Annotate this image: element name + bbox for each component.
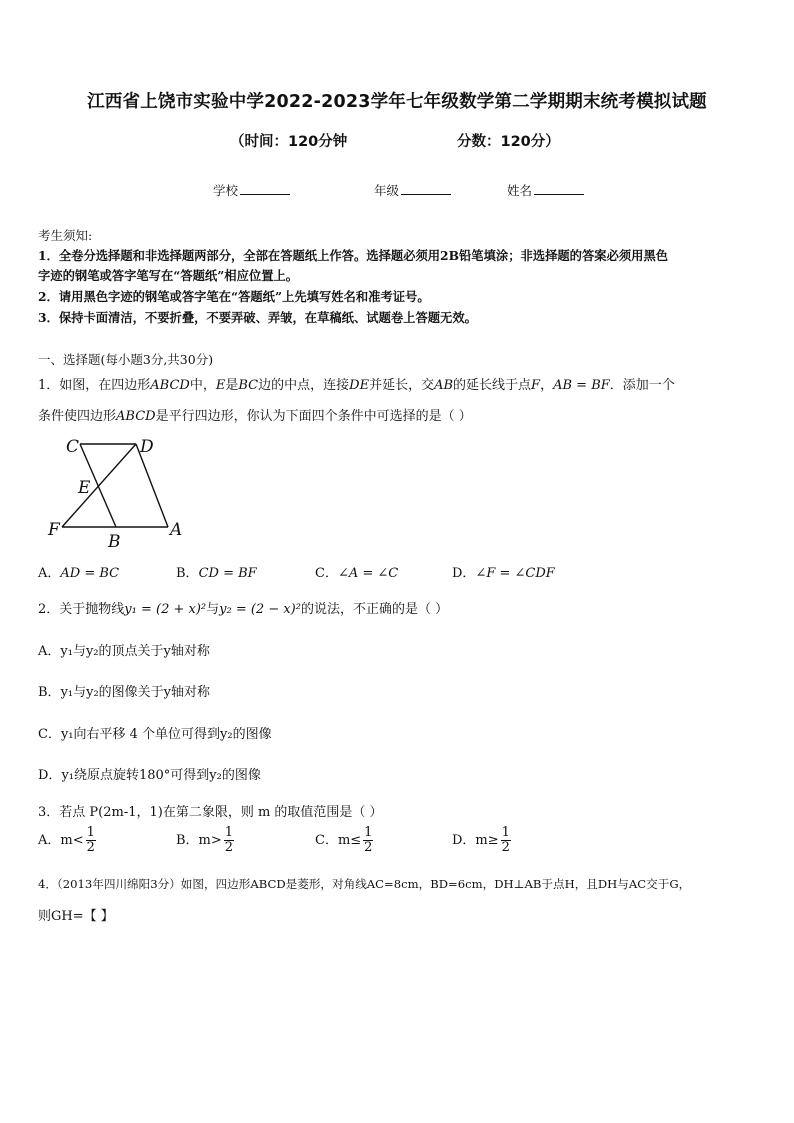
q1-text: 边的中点，连接 — [258, 378, 350, 393]
q3-option-d[interactable] — [452, 826, 511, 855]
q2-option-d[interactable] — [38, 764, 261, 783]
q1-option-a[interactable] — [38, 562, 119, 581]
label-b: B — [108, 532, 121, 552]
page-title: 江西省上饶市实验中学2022-2023学年七年级数学第二学期期末统考模拟试题 — [87, 92, 707, 112]
fraction — [224, 826, 234, 855]
section-heading: 一、选择题(每小题3分,共30分) — [38, 352, 214, 367]
grade-label: 年级 — [374, 183, 400, 198]
label-e: E — [78, 478, 91, 498]
option-tag: B． — [176, 566, 199, 581]
q1-text: 的延长线于点 — [453, 378, 532, 393]
q1-line1 — [38, 374, 675, 393]
q3-option-b[interactable] — [176, 826, 234, 855]
option-tag: B． — [38, 685, 61, 700]
q1-option-d[interactable] — [452, 562, 555, 581]
grade-blank — [401, 182, 451, 195]
option-text: y₁与y₂的图像关于y轴对称 — [60, 685, 211, 700]
q2-text: 与 — [206, 602, 220, 617]
q1-option-b[interactable] — [176, 562, 257, 581]
option-text: C．m≤ — [315, 833, 362, 848]
label-a: A — [170, 520, 183, 540]
label-d: D — [140, 437, 154, 457]
q1-figure — [44, 434, 194, 554]
q1-line2 — [38, 405, 472, 424]
option-text: y₁与y₂的顶点关于y轴对称 — [60, 644, 210, 659]
q4-line2: 则GH=【 】 — [38, 909, 114, 924]
fraction-den: 2 — [224, 840, 234, 855]
name-blank — [534, 182, 584, 195]
q1-text: 1．如图，在四边形 — [38, 378, 151, 393]
q4-line1: 4．（2013年四川绵阳3分）如图，四边形ABCD是菱形，对角线AC=8cm，BD=6cm，DH⊥AB于点H，且DH与AC交于G， — [38, 877, 691, 891]
q3-option-a[interactable] — [38, 826, 96, 855]
q1-math: AB — [434, 378, 454, 393]
q1-math: ABCD — [116, 409, 156, 424]
notice-heading: 考生须知: — [38, 228, 93, 243]
school-label: 学校 — [213, 183, 239, 198]
option-text: CD = BF — [198, 566, 257, 581]
option-tag: C． — [38, 727, 61, 742]
q2-math: y₂ = (2 − x)² — [219, 602, 301, 617]
label-f: F — [48, 520, 60, 540]
q1-text: ．添加一个 — [609, 378, 675, 393]
fraction-den: 2 — [501, 840, 510, 855]
fraction — [363, 826, 373, 855]
q1-text: 条件使四边形 — [38, 409, 117, 424]
exam-score: 分数：120分） — [457, 134, 560, 150]
exam-time: （时间：120分钟 — [230, 134, 348, 150]
option-tag: D． — [452, 566, 476, 581]
q1-text: 并延长，交 — [369, 378, 435, 393]
fraction-num: 1 — [86, 825, 95, 840]
q2-stem — [38, 598, 448, 617]
q1-math: E — [215, 378, 226, 393]
notice-line: 2．请用黑色字迹的钢笔或答字笔在“答题纸”上先填写姓名和准考证号。 — [38, 289, 430, 304]
option-text: ∠A = ∠C — [337, 566, 399, 581]
q1-option-c[interactable] — [315, 562, 398, 581]
option-text: AD = BC — [60, 566, 120, 581]
q2-math: y₁ = (2 + x)² — [124, 602, 207, 617]
option-text: A．m< — [38, 833, 84, 848]
q2-text: 2．关于抛物线 — [38, 602, 125, 617]
option-tag: A． — [38, 566, 61, 581]
q1-math: F — [531, 378, 541, 393]
option-text: y₁向右平移 4 个单位可得到y₂的图像 — [60, 727, 272, 742]
q2-option-c[interactable] — [38, 723, 272, 742]
option-tag: A． — [38, 644, 61, 659]
q1-math: AB = BF — [553, 378, 610, 393]
notice-line: 1．全卷分选择题和非选择题两部分，全部在答题纸上作答。选择题必须用2B铅笔填涂；非选择题的答案必须用黑色 — [38, 248, 669, 263]
option-text: D．m≥ — [452, 833, 499, 848]
q1-text: 是 — [225, 378, 239, 393]
fraction-num: 1 — [224, 825, 234, 840]
q2-option-a[interactable] — [38, 640, 210, 659]
fraction-den: 2 — [86, 840, 95, 855]
fraction-den: 2 — [364, 840, 373, 855]
q2-text: 的说法，不正确的是（ ） — [300, 602, 449, 617]
q1-text: ， — [540, 378, 554, 393]
q1-math: DE — [349, 378, 370, 393]
option-tag: C． — [315, 566, 338, 581]
name-field — [507, 181, 584, 199]
school-field — [213, 181, 290, 199]
label-c: C — [66, 437, 80, 457]
fraction-num: 1 — [501, 825, 510, 840]
q1-math: ABCD — [150, 378, 190, 393]
q1-math: BC — [238, 378, 259, 393]
name-label: 姓名 — [507, 183, 533, 198]
fraction — [86, 826, 96, 855]
notice-line: 3．保持卡面清洁，不要折叠，不要弄破、弄皱，在草稿纸、试题卷上答题无效。 — [38, 310, 477, 325]
fraction-num: 1 — [364, 825, 373, 840]
q2-option-b[interactable] — [38, 681, 210, 700]
q3-option-c[interactable] — [315, 826, 373, 855]
grade-field — [374, 181, 451, 199]
option-tag: D． — [38, 768, 62, 783]
school-blank — [240, 182, 290, 195]
q1-text: 中， — [189, 378, 216, 393]
notice-line: 字迹的钢笔或答字笔写在“答题纸”相应位置上。 — [38, 268, 299, 283]
option-text: y₁绕原点旋转180°可得到y₂的图像 — [61, 768, 261, 783]
option-text: B．m> — [176, 833, 222, 848]
fraction — [501, 826, 511, 855]
q1-text: 是平行四边形，你认为下面四个条件中可选择的是（ ） — [155, 409, 472, 424]
option-text: ∠F = ∠CDF — [475, 566, 555, 581]
q3-stem: 3．若点 P(2m-1，1)在第二象限，则 m 的取值范围是（ ） — [38, 805, 383, 820]
